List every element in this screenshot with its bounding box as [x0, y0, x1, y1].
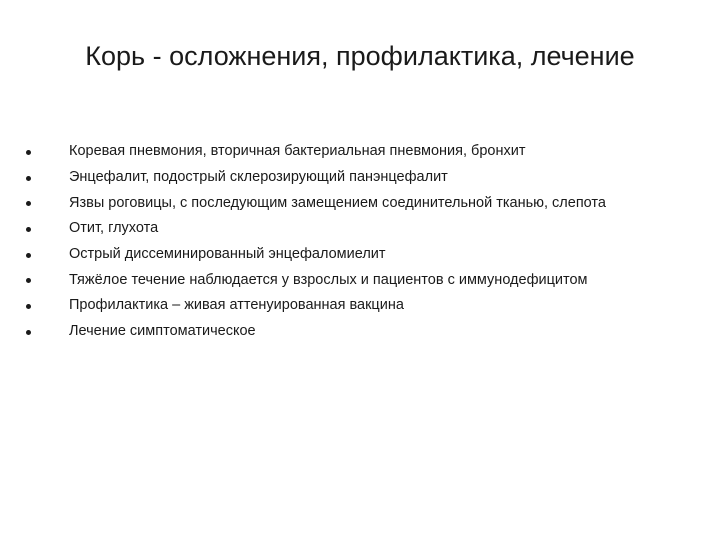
bullet-icon: [26, 242, 33, 268]
bullet-item: [26, 216, 666, 242]
bullet-item: [26, 139, 666, 165]
bullet-list: [26, 139, 666, 345]
bullet-item: [26, 293, 666, 319]
bullet-text: Энцефалит, подострый склерозирующий панэнцефалит: [69, 168, 448, 185]
bullet-text: Коревая пневмония, вторичная бактериальная пневмония, бронхит: [69, 143, 526, 160]
bullet-text: Профилактика – живая аттенуированная вакцина: [69, 297, 404, 314]
bullet-item: [26, 242, 666, 268]
bullet-text: Тяжёлое течение наблюдается у взрослых и пациентов с иммунодефицитом: [69, 271, 588, 288]
bullet-icon: [26, 267, 33, 293]
bullet-icon: [26, 165, 33, 191]
bullet-icon: [26, 319, 33, 345]
bullet-item: [26, 165, 666, 191]
bullet-item: [26, 190, 666, 216]
bullet-text: Острый диссеминированный энцефаломиелит: [69, 245, 386, 262]
slide-title: Корь - осложнения, профилактика, лечение: [85, 41, 635, 71]
bullet-item: [26, 267, 666, 293]
bullet-icon: [26, 139, 33, 165]
bullet-item: [26, 319, 666, 345]
bullet-icon: [26, 216, 33, 242]
bullet-icon: [26, 293, 33, 319]
bullet-text: Лечение симптоматическое: [69, 323, 256, 339]
bullet-text: Отит, глухота: [69, 220, 159, 237]
bullet-icon: [26, 190, 33, 216]
bullet-text: Язвы роговицы, с последующим замещением соединительной тканью, слепота: [69, 194, 606, 211]
